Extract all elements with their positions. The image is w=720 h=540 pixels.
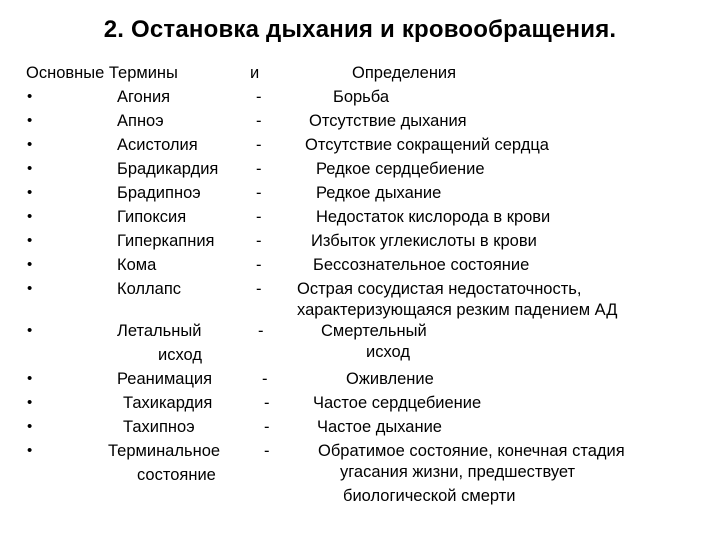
term: Брадипноэ — [117, 184, 201, 202]
dash-separator: - — [256, 88, 262, 106]
bullet-icon: • — [27, 370, 33, 387]
definition: Отсутствие сокращений сердца — [305, 136, 549, 154]
bullet-icon: • — [27, 418, 33, 435]
dash-separator: - — [256, 136, 262, 154]
header-terms: Основные Термины — [26, 64, 178, 82]
dash-separator: - — [256, 112, 262, 130]
definition: Оживление — [346, 370, 434, 388]
term: Терминальное — [108, 442, 221, 460]
term: Летальный — [117, 322, 202, 340]
slide-title: 2. Остановка дыхания и кровообращения. — [103, 16, 617, 43]
dash-separator: - — [258, 322, 264, 340]
bullet-icon: • — [27, 322, 33, 339]
bullet-icon: • — [27, 442, 33, 459]
dash-separator: - — [256, 256, 262, 274]
term: Гиперкапния — [117, 232, 215, 250]
definition-continuation: характеризующаяся резким падением АД — [297, 301, 618, 319]
bullet-icon: • — [27, 136, 33, 153]
dash-separator: - — [256, 160, 262, 178]
dash-separator: - — [256, 208, 262, 226]
definition: Недостаток кислорода в крови — [316, 208, 551, 226]
bullet-icon: • — [27, 394, 33, 411]
term: Коллапс — [117, 280, 182, 298]
definition-continuation: угасания жизни, предшествует — [340, 463, 576, 481]
definition: Избыток углекислоты в крови — [311, 232, 537, 250]
definition: Бессознательное состояние — [313, 256, 530, 274]
term: Гипоксия — [117, 208, 187, 226]
dash-separator: - — [256, 184, 262, 202]
term: Брадикардия — [117, 160, 219, 178]
header-definitions: Определения — [352, 64, 457, 82]
dash-separator: - — [262, 370, 268, 388]
bullet-icon: • — [27, 88, 33, 105]
term-continuation: состояние — [137, 466, 216, 484]
dash-separator: - — [264, 394, 270, 412]
bullet-icon: • — [27, 112, 33, 129]
dash-separator: - — [256, 280, 262, 298]
definition-continuation: биологической смерти — [343, 487, 516, 505]
bullet-icon: • — [27, 256, 33, 273]
bullet-icon: • — [27, 208, 33, 225]
definition: Частое сердцебиение — [313, 394, 482, 412]
term: Агония — [117, 88, 171, 106]
term: Реанимация — [117, 370, 213, 388]
definition: Отсутствие дыхания — [309, 112, 467, 130]
dash-separator: - — [264, 418, 270, 436]
definition: Редкое дыхание — [316, 184, 442, 202]
term: Тахикардия — [123, 394, 213, 412]
bullet-icon: • — [27, 232, 33, 249]
header-and: и — [250, 64, 260, 82]
term: Тахипноэ — [123, 418, 195, 436]
dash-separator: - — [264, 442, 270, 460]
definition: Частое дыхание — [317, 418, 442, 436]
definition: Обратимое состояние, конечная стадия — [318, 442, 625, 460]
term: Апноэ — [117, 112, 164, 130]
definition: Острая сосудистая недостаточность, — [297, 280, 582, 298]
term: Асистолия — [117, 136, 198, 154]
term: Кома — [117, 256, 157, 274]
bullet-icon: • — [27, 160, 33, 177]
bullet-icon: • — [27, 184, 33, 201]
definition: Смертельный — [321, 322, 427, 340]
definition-continuation: исход — [366, 343, 410, 361]
dash-separator: - — [256, 232, 262, 250]
definition: Борьба — [333, 88, 390, 106]
definition: Редкое сердцебиение — [316, 160, 485, 178]
bullet-icon: • — [27, 280, 33, 297]
term-continuation: исход — [158, 346, 202, 364]
